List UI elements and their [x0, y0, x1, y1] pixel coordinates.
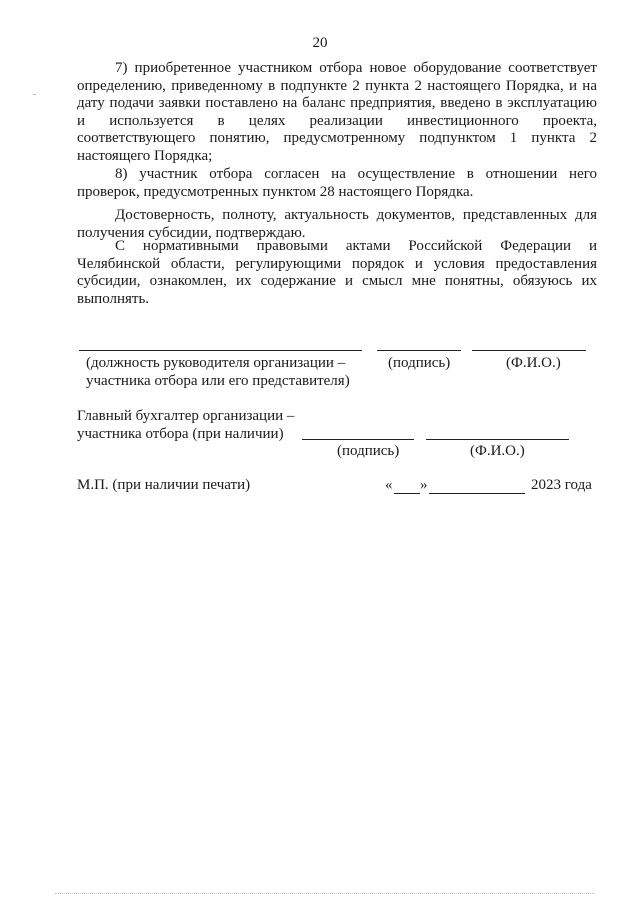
item-7-line: и используется в целях реализации инвестиционного проекта, — [77, 112, 597, 129]
date-year: 2023 года — [531, 477, 592, 493]
acquainted-line: С нормативными правовыми актами Российской Федерации и — [115, 238, 597, 254]
date-month-line — [429, 493, 525, 494]
page-number: 20 — [312, 35, 328, 51]
position-caption: (должность руководителя организации – — [86, 355, 346, 371]
acquainted-line: Челябинской области, регулирующими порядок и условия предоставления — [77, 255, 597, 272]
item-7-line: соответствующего понятию, предусмотренному подпунктом 1 пункта 2 — [77, 130, 597, 146]
head-signature-caption: (подпись) — [388, 355, 451, 371]
head-signature-line — [377, 350, 461, 351]
page-bottom-edge — [55, 893, 595, 894]
accountant-label: участника отбора (при наличии) — [77, 426, 284, 442]
acquainted-line: выполнять. — [77, 290, 150, 307]
accountant-name-line — [426, 439, 569, 440]
item-8-paragraph — [77, 166, 597, 201]
item-7-line: дату подачи заявки поставлено на баланс предприятия, введено в эксплуатацию — [77, 95, 597, 111]
head-name-line — [472, 350, 586, 351]
confirmation-line: получения субсидии, подтверждаю. — [77, 224, 306, 241]
item-8-line: 8) участник отбора согласен на осуществление в отношении него — [115, 166, 597, 182]
accountant-signature-caption: (подпись) — [337, 443, 400, 459]
head-name-caption: (Ф.И.О.) — [506, 355, 561, 371]
accountant-label: Главный бухгалтер организации – — [77, 408, 295, 424]
accountant-signature-line — [302, 439, 414, 440]
item-7-paragraph — [77, 60, 597, 165]
date-close-quote: » — [420, 477, 428, 493]
item-7-line: определению, приведенному в подпункте 2 пункта 2 настоящего Порядка, и на — [77, 77, 597, 94]
acquainted-line: субсидии, ознакомлен, их содержание и смысл мне понятны, обязуюсь их — [77, 273, 597, 289]
item-8-line: проверок, предусмотренных пунктом 28 настоящего Порядка. — [77, 183, 474, 200]
position-signature-line — [79, 350, 362, 351]
item-7-line: 7) приобретенное участником отбора новое оборудование соответствует — [115, 60, 597, 76]
acquainted-paragraph — [77, 238, 597, 308]
stamp-label: М.П. (при наличии печати) — [77, 477, 251, 493]
confirmation-paragraph — [77, 207, 597, 242]
margin-mark — [33, 94, 36, 95]
position-caption: участника отбора или его представителя) — [86, 373, 350, 389]
date-open-quote: « — [385, 477, 393, 493]
item-7-line: настоящего Порядка; — [77, 147, 213, 164]
accountant-name-caption: (Ф.И.О.) — [470, 443, 525, 459]
confirmation-line: Достоверность, полноту, актуальность документов, представленных для — [115, 207, 597, 223]
date-day-line — [394, 493, 420, 494]
